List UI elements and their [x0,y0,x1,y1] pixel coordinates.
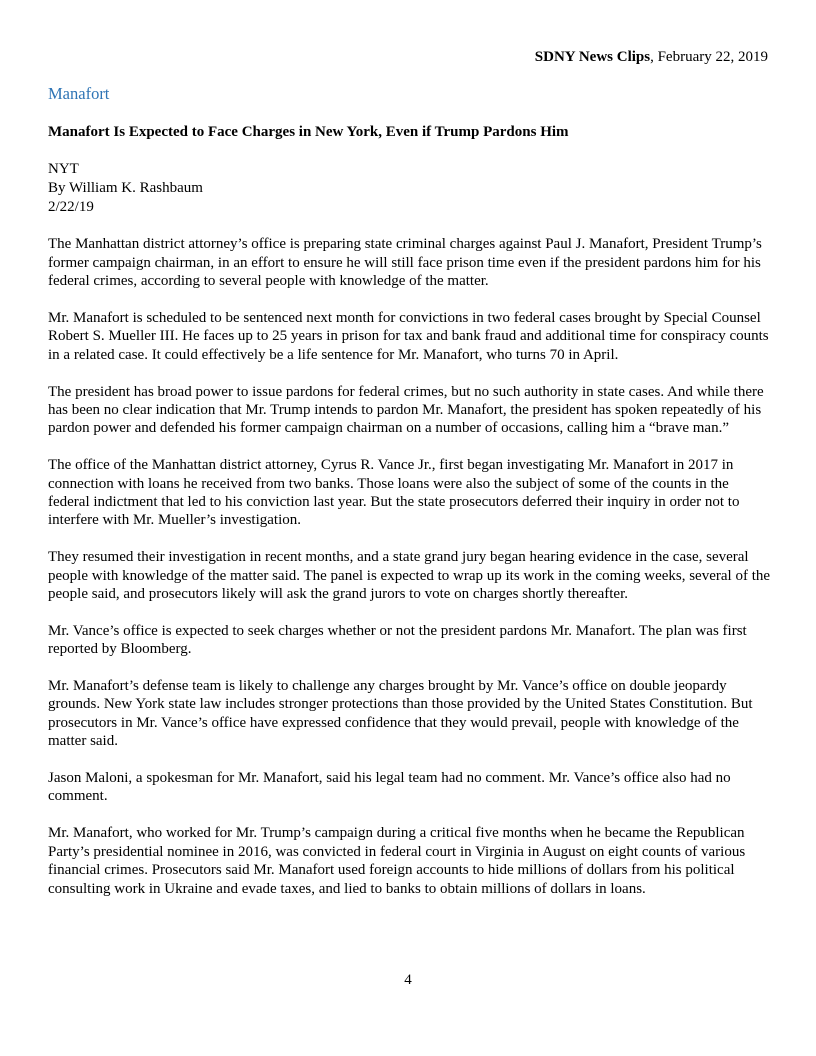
paragraph: The president has broad power to issue pardons for federal crimes, but no such authority in state cases. And while there has been no clear indication that Mr. Trump intends to pardon Mr. Manafort, the president has spoken repeatedly of his pardon power and defended his former campaign chairman on a number of occasions, calling him a “brave man.” [48,383,764,437]
page-header [535,48,768,67]
article-byline [48,160,770,217]
section-title: Manafort [48,84,110,103]
publication-name: SDNY News Clips [534,49,651,65]
article-body [48,84,770,916]
paragraph: Mr. Manafort, who worked for Mr. Trump’s campaign during a critical five months when he became the Republican Party’s presidential nominee in 2016, was convicted in federal court in Virginia in August on eight counts of various financial crimes. Prosecutors said Mr. Manafort used foreign accounts to hide millions of dollars from his political consulting work in Ukraine and evade taxes, and lied to banks to obtain millions of dollars in loans. [48,825,746,897]
paragraph: Mr. Manafort’s defense team is likely to challenge any charges brought by Mr. Vance’s office on double jeopardy grounds. New York state law includes stronger protections than those provided by the United States Constitution. But prosecutors in Mr. Vance’s office have expressed confidence that they would prevail, people with knowledge of the matter said. [48,678,753,750]
paragraph: Mr. Vance’s office is expected to seek charges whether or not the president pardons Mr. Manafort. The plan was first reported by Bloomberg. [48,622,747,658]
page-number: 4 [404,972,412,988]
article-source: NYT [48,161,79,178]
header-date: , February 22, 2019 [650,49,768,65]
article-date: 2/22/19 [48,199,94,216]
paragraph: Jason Maloni, a spokesman for Mr. Manafort, said his legal team had no comment. Mr. Vance’s office also had no comment. [48,770,731,805]
article-headline: Manafort Is Expected to Face Charges in New York, Even if Trump Pardons Him [48,124,569,140]
paragraph: They resumed their investigation in recent months, and a state grand jury began hearing evidence in the case, several people with knowledge of the matter said. The panel is expected to wrap up its work in the coming weeks, several of the people said, and prosecutors likely will ask the grand jurors to vote on charges shortly thereafter. [48,549,771,603]
paragraph: The Manhattan district attorney’s office is preparing state criminal charges against Paul J. Manafort, President Trump’s former campaign chairman, in an effort to ensure he will still face prison time even if the president pardons him for his federal crimes, according to several people with knowledge of the matter. [48,236,762,290]
paragraph: The office of the Manhattan district attorney, Cyrus R. Vance Jr., first began investigating Mr. Manafort in 2017 in connection with loans he received from two banks. Those loans were also the subject of some of the counts in the federal indictment that led to his conviction last year. But the state prosecutors deferred their inquiry in order not to interfere with Mr. Mueller’s investigation. [48,457,740,529]
paragraph: Mr. Manafort is scheduled to be sentenced next month for convictions in two federal cases brought by Special Counsel Robert S. Mueller III. He faces up to 25 years in prison for tax and bank fraud and additional time for conspiracy counts in a related case. It could effectively be a life sentence for Mr. Manafort, who turns 70 in April. [48,310,769,363]
article-author: By William K. Rashbaum [48,180,203,197]
